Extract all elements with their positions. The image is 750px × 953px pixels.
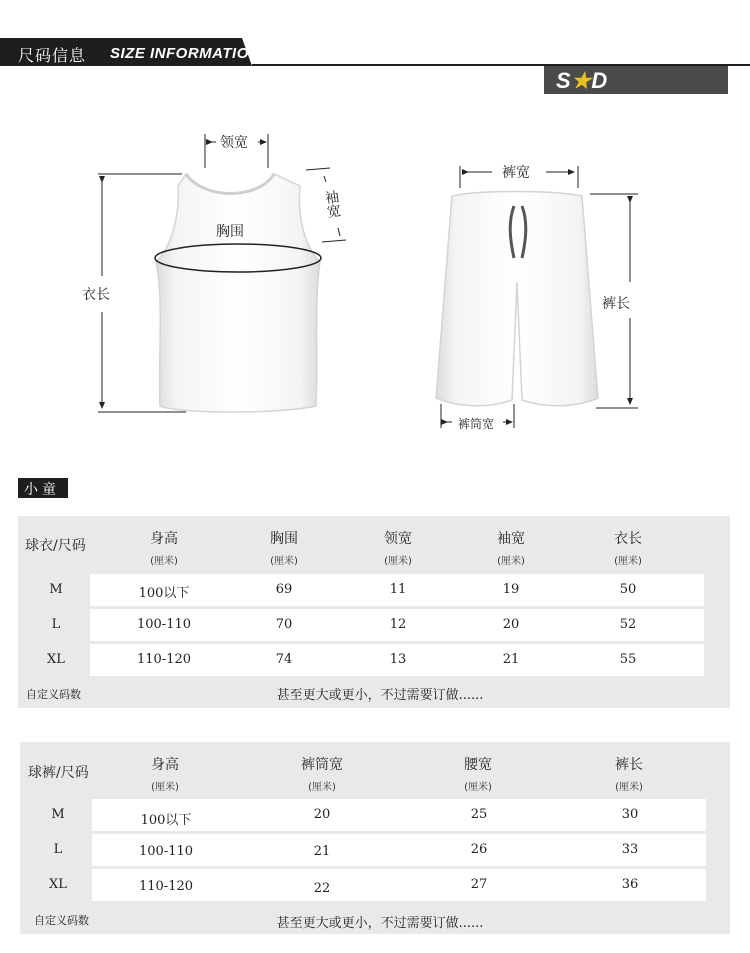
column-header	[270, 528, 298, 567]
column-header	[614, 528, 642, 567]
column-unit: (厘米)	[384, 556, 412, 567]
table-cell: 69	[275, 582, 293, 597]
table-cell: 13	[389, 652, 407, 667]
column-unit: (厘米)	[497, 556, 525, 567]
custom-size-label: 自定义码数	[34, 914, 89, 927]
table-cell: 11	[389, 582, 407, 597]
table-cell: 22	[313, 881, 331, 896]
column-unit: (厘米)	[151, 782, 179, 793]
table-cell: 21	[313, 844, 331, 859]
shorts-shape	[436, 192, 598, 406]
size-label: XL	[47, 652, 65, 667]
column-name: 裤长	[615, 757, 643, 773]
shorts-width-label: 裤宽	[502, 165, 530, 181]
column-unit: (厘米)	[614, 556, 642, 567]
table-cell: 19	[502, 582, 520, 597]
brand-prefix: S	[556, 68, 572, 93]
shorts-length-label: 裤长	[602, 296, 630, 312]
size-label: L	[51, 617, 61, 632]
shirt-size-table	[18, 516, 730, 708]
column-name: 袖宽	[497, 531, 525, 547]
column-header	[615, 754, 643, 793]
size-label: XL	[49, 877, 67, 892]
column-header	[151, 754, 179, 793]
table-cell: 100以下	[138, 586, 190, 601]
jersey-shape	[156, 174, 320, 412]
column-name: 胸围	[270, 531, 298, 547]
table-cell: 20	[502, 617, 520, 632]
table-cell: 100以下	[140, 813, 192, 828]
column-unit: (厘米)	[150, 556, 178, 567]
column-name: 腰宽	[464, 757, 492, 773]
table-cell: 36	[621, 877, 639, 892]
column-header	[384, 528, 412, 567]
section-label: 小童	[24, 482, 60, 498]
table-cell: 70	[275, 617, 293, 632]
table-cell: 27	[470, 877, 488, 892]
shorts-table-first-header: 球裤/尺码	[28, 765, 89, 781]
table-cell: 50	[619, 582, 637, 597]
header-title-cn: 尺码信息	[18, 46, 87, 65]
table-cell: 33	[621, 842, 639, 857]
column-name: 领宽	[384, 531, 412, 547]
size-label: M	[51, 807, 65, 822]
table-cell: 12	[389, 617, 407, 632]
custom-size-label: 自定义码数	[26, 688, 81, 701]
table-cell: 100-110	[138, 844, 194, 859]
table-cell: 52	[619, 617, 637, 632]
column-unit: (厘米)	[308, 782, 336, 793]
table-cell: 74	[275, 652, 293, 667]
column-name: 身高	[151, 757, 179, 773]
table-cell: 110-120	[138, 879, 194, 894]
star-icon: ★	[571, 68, 592, 93]
table-cell: 30	[621, 807, 639, 822]
column-unit: (厘米)	[615, 782, 643, 793]
column-unit: (厘米)	[464, 782, 492, 793]
column-name: 裤筒宽	[301, 757, 343, 773]
custom-size-note: 甚至更大或更小，不过需要订做......	[276, 688, 484, 703]
size-label: L	[53, 842, 63, 857]
table-cell: 25	[470, 807, 488, 822]
table-cell: 20	[313, 807, 331, 822]
size-illustration	[0, 0, 750, 450]
size-label: M	[49, 582, 63, 597]
shorts-size-table	[20, 742, 730, 934]
table-cell: 21	[502, 652, 520, 667]
leg-opening-label: 裤筒宽	[458, 417, 495, 431]
column-name: 身高	[150, 531, 178, 547]
brand-suffix: D BASKETBALL	[556, 68, 711, 119]
header-title-en: SIZE INFORMATION	[110, 45, 261, 62]
sleeve-width-label: 袖宽	[322, 189, 342, 219]
column-header	[301, 754, 343, 793]
table-cell: 100-110	[136, 617, 192, 632]
custom-size-note: 甚至更大或更小，不过需要订做......	[276, 916, 484, 931]
column-header	[150, 528, 178, 567]
table-cell: 110-120	[136, 652, 192, 667]
shirt-table-first-header: 球衣/尺码	[25, 538, 86, 554]
column-name: 衣长	[614, 531, 642, 547]
column-header	[497, 528, 525, 567]
shirt-length-label: 衣长	[82, 287, 110, 303]
table-cell: 55	[619, 652, 637, 667]
neck-width-label: 领宽	[220, 135, 248, 151]
column-unit: (厘米)	[270, 556, 298, 567]
table-cell: 26	[470, 842, 488, 857]
column-header	[464, 754, 492, 793]
chest-label: 胸围	[216, 224, 244, 240]
